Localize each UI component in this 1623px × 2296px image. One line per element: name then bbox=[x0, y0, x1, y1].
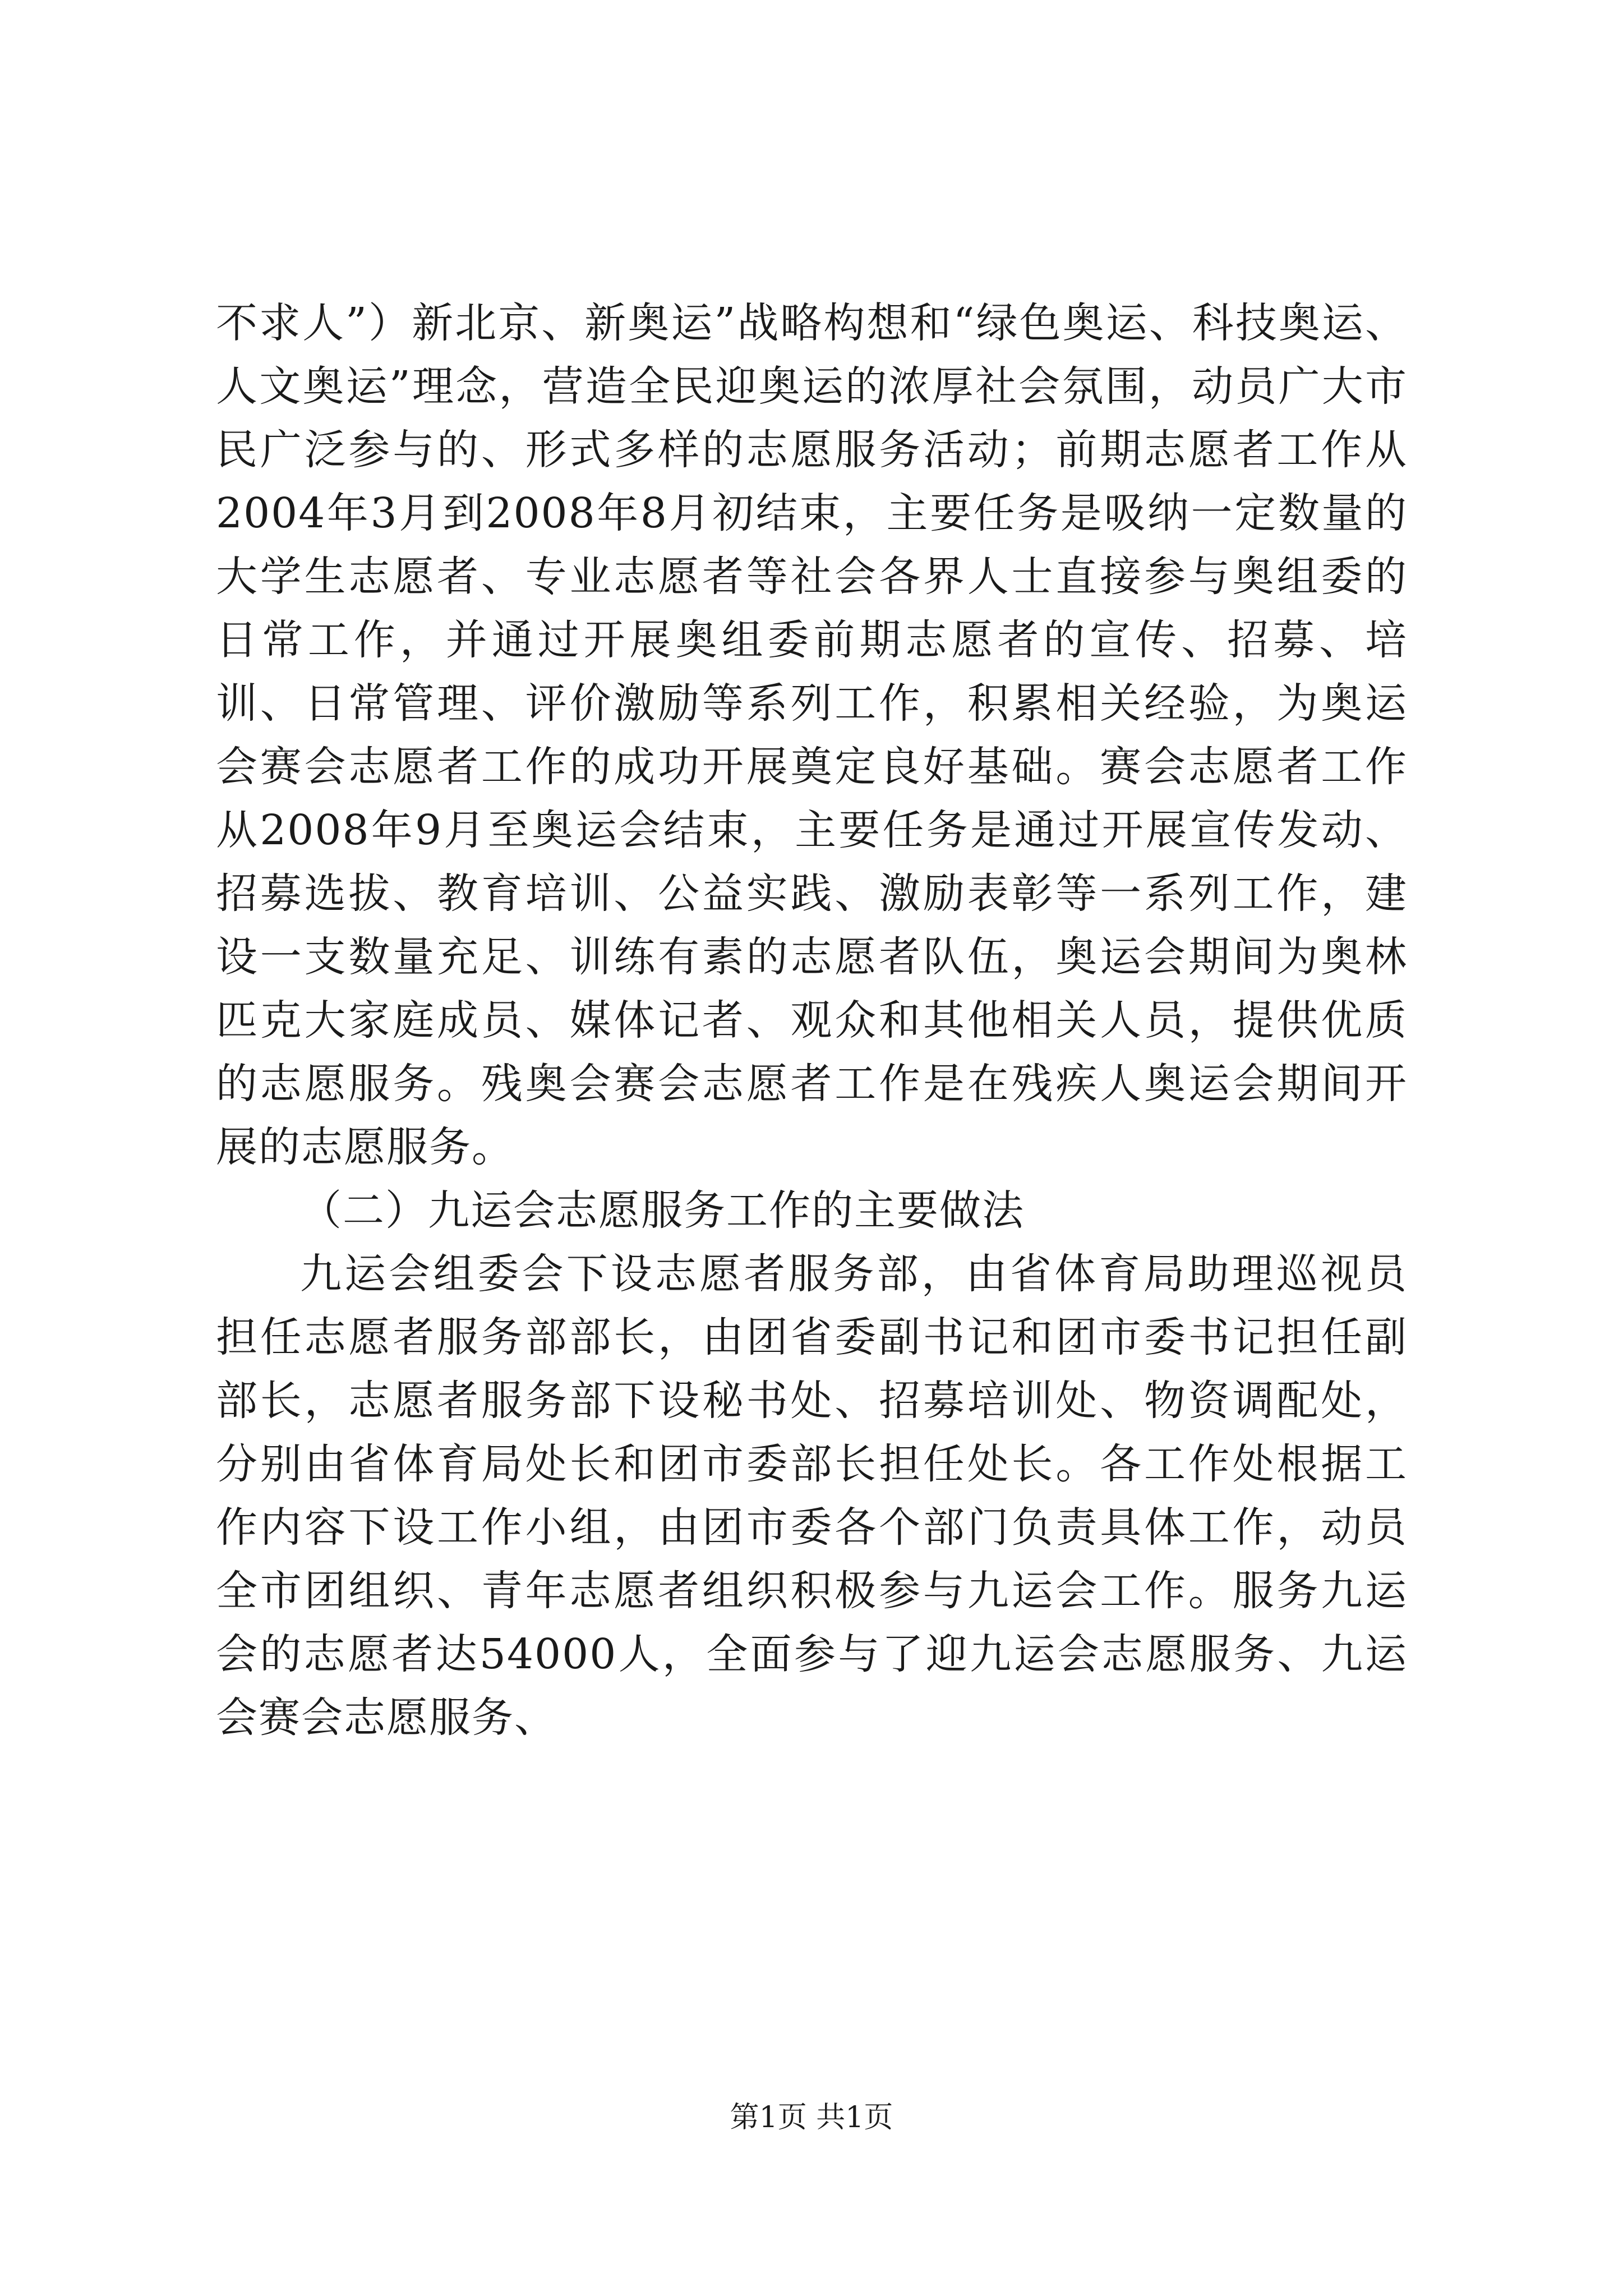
paragraph-olympic-volunteer-stages: 不求人”）新北京、新奥运”战略构想和“绿色奥运、科技奥运、人文奥运”理念，营造全民迎奥运的浓厚社会氛围，动员广大市民广泛参与的、形式多样的志愿服务活动；前期志愿者工作从2004年3月到2008年8月初结束，主要任务是吸纳一定数量的大学生志愿者、专业志愿者等社会各界人士直接参与奥组委的日常工作，并通过开展奥组委前期志愿者的宣传、招募、培训、日常管理、评价激励等系列工作，积累相关经验，为奥运会赛会志愿者工作的成功开展奠定良好基础。赛会志愿者工作从2008年9月至奥运会结束，主要任务是通过开展宣传发动、招募选拔、教育培训、公益实践、激励表彰等一系列工作，建设一支数量充足、训练有素的志愿者队伍，奥运会期间为奥林匹克大家庭成员、媒体记者、观众和其他相关人员，提供优质的志愿服务。残奥会赛会志愿者工作是在残疾人奥运会期间开展的志愿服务。 bbox=[216, 299, 1408, 1171]
section-heading-ninth-games: （二）九运会志愿服务工作的主要做法 bbox=[300, 1186, 1025, 1235]
paragraph-ninth-games-organization: 九运会组委会下设志愿者服务部，由省体育局助理巡视员担任志愿者服务部部长，由团省委副书记和团市委书记担任副部长，志愿者服务部下设秘书处、招募培训处、物资调配处，分别由省体育局处长和团市委部长担任处长。各工作处根据工作内容下设工作小组，由团市委各个部门负责具体工作，动员全市团组织、青年志愿者组织积极参与九运会工作。服务九运会的志愿者达54000人，全面参与了迎九运会志愿服务、九运会赛会志愿服务、 bbox=[216, 1250, 1408, 1742]
page-footer: 第1页 共1页 bbox=[730, 2101, 893, 2134]
document-body bbox=[216, 292, 1408, 1750]
